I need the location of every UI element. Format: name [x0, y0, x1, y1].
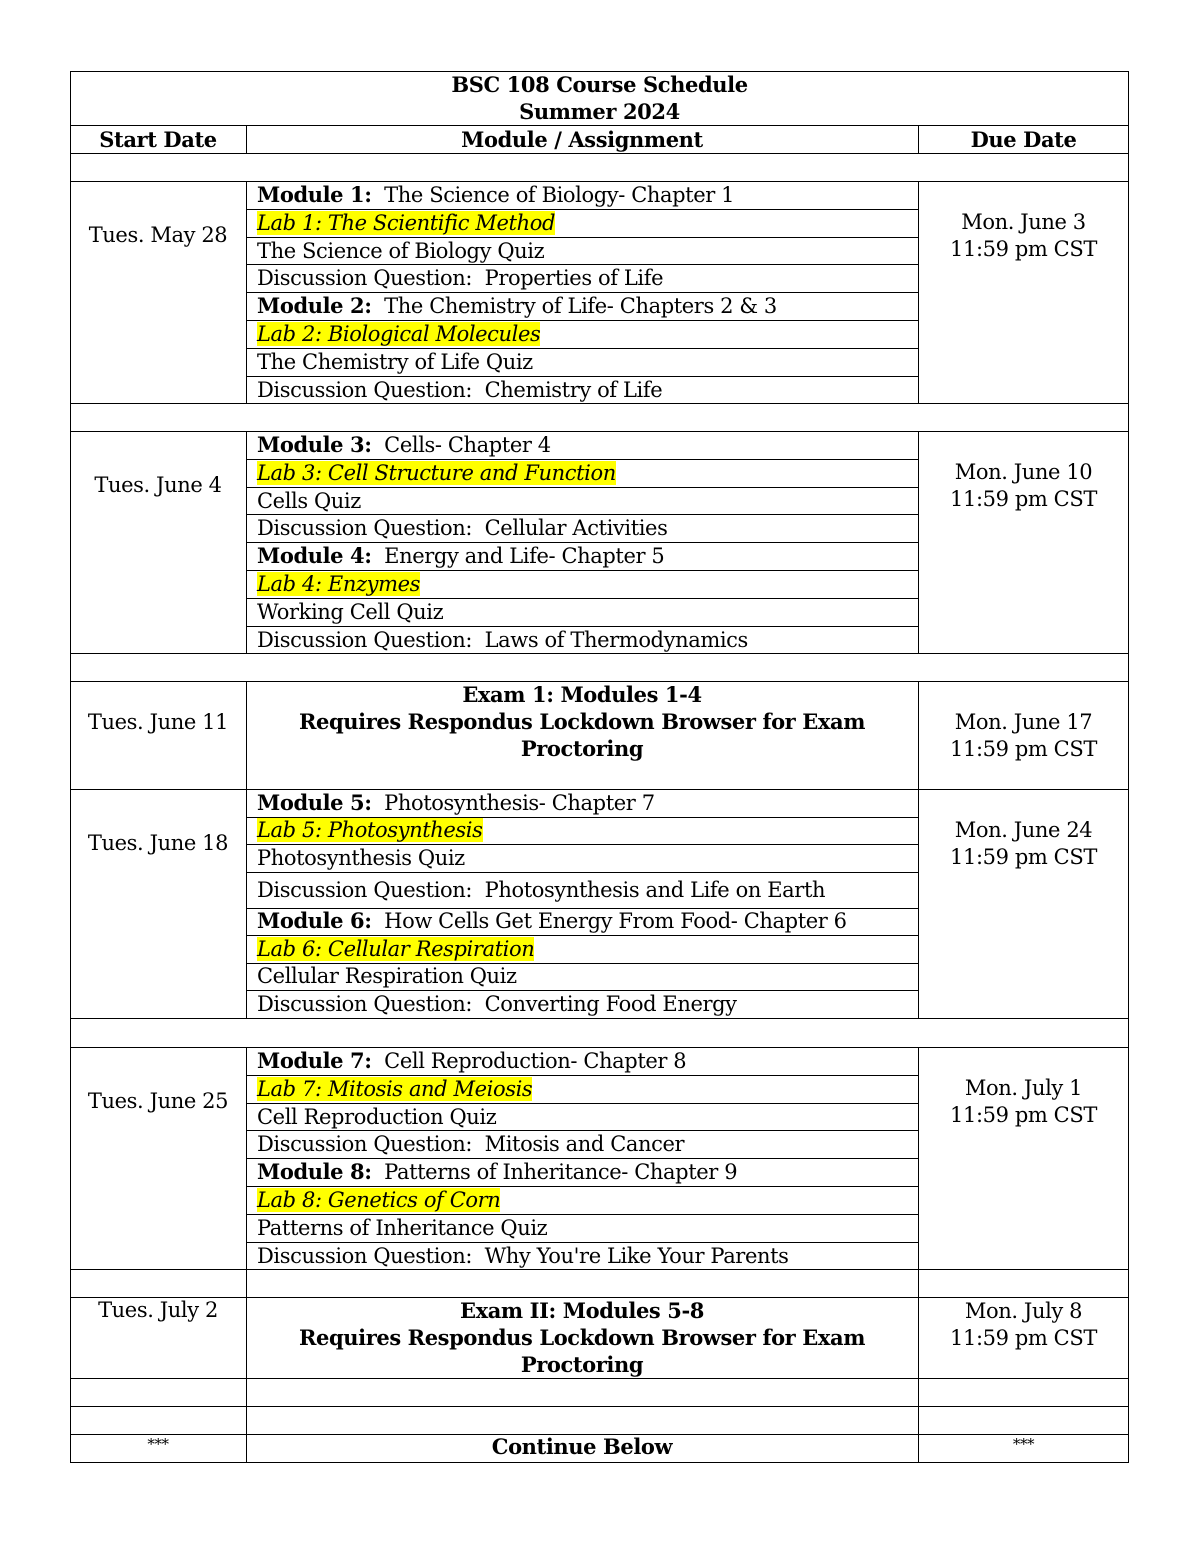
item-text: Discussion Question: Chemistry of Life: [257, 377, 663, 402]
item-text: Cells Quiz: [257, 488, 361, 513]
due-time: 11:59 pm CST: [950, 487, 1097, 511]
due-date: Mon. June 3: [961, 210, 1086, 234]
header-module-assignment: Module / Assignment: [461, 127, 703, 152]
exam-requirement: Requires Respondus Lockdown Browser for Exam: [298, 709, 866, 734]
item-text: Patterns of Inheritance Quiz: [257, 1215, 548, 1240]
header-due-date: Due Date: [970, 127, 1077, 152]
lab-item: [257, 571, 420, 597]
item-text: Discussion Question: Properties of Life: [257, 266, 664, 291]
due-date: Mon. June 24: [954, 818, 1093, 842]
continue-below-label: Continue Below: [491, 1434, 673, 1459]
module-number: Module 5:: [257, 789, 372, 815]
exam-start-date: Tues. June 11: [87, 710, 229, 734]
lab-label: Lab 7: Mitosis and Meiosis: [257, 1076, 533, 1101]
module-number: Module 3:: [257, 431, 372, 457]
lab-item: [257, 1187, 500, 1213]
exam-requirement-cont: Proctoring: [520, 1352, 644, 1377]
lab-item: [257, 817, 483, 843]
lab-label: Lab 6: Cellular Respiration: [257, 936, 535, 961]
assignment-item: [257, 599, 443, 625]
lab-label: Lab 4: Enzymes: [257, 571, 420, 596]
row-divider: [246, 872, 918, 873]
start-date: Tues. June 25: [87, 1089, 229, 1113]
module-number: Module 6:: [257, 908, 372, 934]
item-text: The Science of Biology- Chapter 1: [371, 182, 735, 207]
exam-due-time: 11:59 pm CST: [950, 737, 1097, 761]
item-text: Cells- Chapter 4: [371, 432, 551, 457]
item-text: The Chemistry of Life Quiz: [257, 349, 533, 374]
assignment-item: [257, 238, 544, 264]
exam-title: Exam 1: Modules 1-4: [462, 682, 702, 707]
assignment-item: [257, 265, 663, 291]
assignment-item: [257, 1215, 547, 1241]
row-divider: [70, 1378, 1129, 1379]
lab-item: [257, 321, 540, 347]
assignment-item: [257, 877, 825, 903]
assignment-item: [257, 845, 465, 871]
start-date: Tues. June 4: [94, 473, 222, 497]
item-text: Discussion Question: Laws of Thermodynamics: [257, 627, 748, 652]
column-divider: [246, 1269, 247, 1297]
lab-label: Lab 5: Photosynthesis: [257, 818, 483, 843]
module-item: [257, 790, 655, 816]
item-text: Patterns of Inheritance- Chapter 9: [371, 1160, 738, 1185]
row-divider: [70, 153, 1129, 154]
lab-item: [257, 936, 534, 962]
footer-marker-right: ***: [1012, 1435, 1035, 1453]
item-text: Photosynthesis Quiz: [257, 845, 465, 870]
row-divider: [70, 1406, 1129, 1407]
lab-label: Lab 8: Genetics of Corn: [257, 1187, 501, 1212]
module-item: [257, 182, 734, 208]
assignment-item: [257, 515, 667, 541]
item-text: Discussion Question: Why You're Like Your Parents: [257, 1243, 789, 1268]
footer-marker-left: ***: [147, 1435, 169, 1453]
module-item: [257, 293, 777, 319]
start-date: Tues. June 18: [87, 831, 229, 855]
item-text: Discussion Question: Converting Food Energy: [257, 992, 737, 1016]
item-text: Discussion Question: Cellular Activities: [257, 516, 668, 541]
module-number: Module 2:: [257, 293, 372, 319]
module-item: [257, 908, 847, 934]
item-text: Cell Reproduction Quiz: [257, 1104, 497, 1129]
item-text: Cell Reproduction- Chapter 8: [371, 1048, 687, 1073]
assignment-item: [257, 377, 662, 403]
item-text: Cellular Respiration Quiz: [257, 964, 517, 989]
item-text: Energy and Life- Chapter 5: [371, 544, 665, 569]
column-divider: [918, 125, 919, 153]
item-text: Photosynthesis- Chapter 7: [371, 790, 655, 815]
exam-requirement: Requires Respondus Lockdown Browser for Exam: [298, 1325, 866, 1350]
assignment-item: [257, 349, 533, 375]
due-time: 11:59 pm CST: [950, 845, 1097, 869]
module-item: [257, 1048, 686, 1074]
item-text: The Chemistry of Life- Chapters 2 & 3: [371, 294, 777, 319]
lab-label: Lab 2: Biological Molecules: [257, 321, 541, 346]
assignment-item: [257, 1104, 496, 1130]
module-item: [257, 432, 551, 458]
due-date: Mon. June 10: [954, 460, 1093, 484]
lab-label: Lab 1: The Scientific Method: [257, 210, 556, 235]
row-divider: [70, 1269, 1129, 1270]
exam-due-date: Mon. June 17: [954, 710, 1093, 734]
item-text: Discussion Question: Mitosis and Cancer: [257, 1132, 685, 1157]
module-number: Module 1:: [257, 181, 372, 207]
module-item: [257, 543, 664, 569]
due-time: 11:59 pm CST: [950, 237, 1097, 261]
lab-item: [257, 1076, 532, 1102]
column-divider: [246, 125, 247, 153]
exam-due-date: Mon. July 8: [964, 1299, 1083, 1323]
lab-item: [257, 460, 616, 486]
module-item: [257, 1159, 737, 1185]
due-date: Mon. July 1: [964, 1076, 1083, 1100]
due-time: 11:59 pm CST: [950, 1103, 1097, 1127]
assignment-item: [257, 488, 361, 514]
row-divider: [70, 1018, 1129, 1019]
item-text: Discussion Question: Photosynthesis and Life on Earth: [257, 877, 826, 902]
lab-item: [257, 210, 555, 236]
row-divider: [70, 125, 1129, 126]
row-divider: [70, 653, 1129, 654]
page-subtitle: Summer 2024: [519, 99, 680, 124]
module-number: Module 4:: [257, 543, 372, 569]
row-divider: [70, 403, 1129, 404]
start-date: Tues. May 28: [88, 223, 228, 247]
item-text: How Cells Get Energy From Food- Chapter 6: [371, 909, 847, 934]
module-number: Module 7:: [257, 1047, 372, 1073]
row-divider: [70, 431, 1129, 432]
assignment-item: [257, 1131, 684, 1157]
item-text: The Science of Biology Quiz: [257, 238, 545, 263]
page-title: BSC 108 Course Schedule: [451, 72, 748, 97]
exam-title: Exam II: Modules 5-8: [460, 1298, 704, 1323]
lab-label: Lab 3: Cell Structure and Function: [257, 460, 616, 485]
column-divider: [918, 1269, 919, 1297]
column-divider: [246, 789, 247, 1018]
assignment-item: [257, 963, 517, 989]
column-divider: [918, 681, 919, 789]
assignment-item: [257, 1243, 789, 1269]
exam-requirement-cont: Proctoring: [520, 736, 644, 761]
module-number: Module 8:: [257, 1159, 372, 1185]
assignment-item: [257, 627, 748, 653]
exam-start-date: Tues. July 2: [98, 1298, 218, 1322]
assignment-item: [257, 991, 737, 1017]
exam-due-time: 11:59 pm CST: [950, 1326, 1097, 1350]
header-start-date: Start Date: [99, 127, 217, 152]
item-text: Working Cell Quiz: [257, 599, 444, 624]
